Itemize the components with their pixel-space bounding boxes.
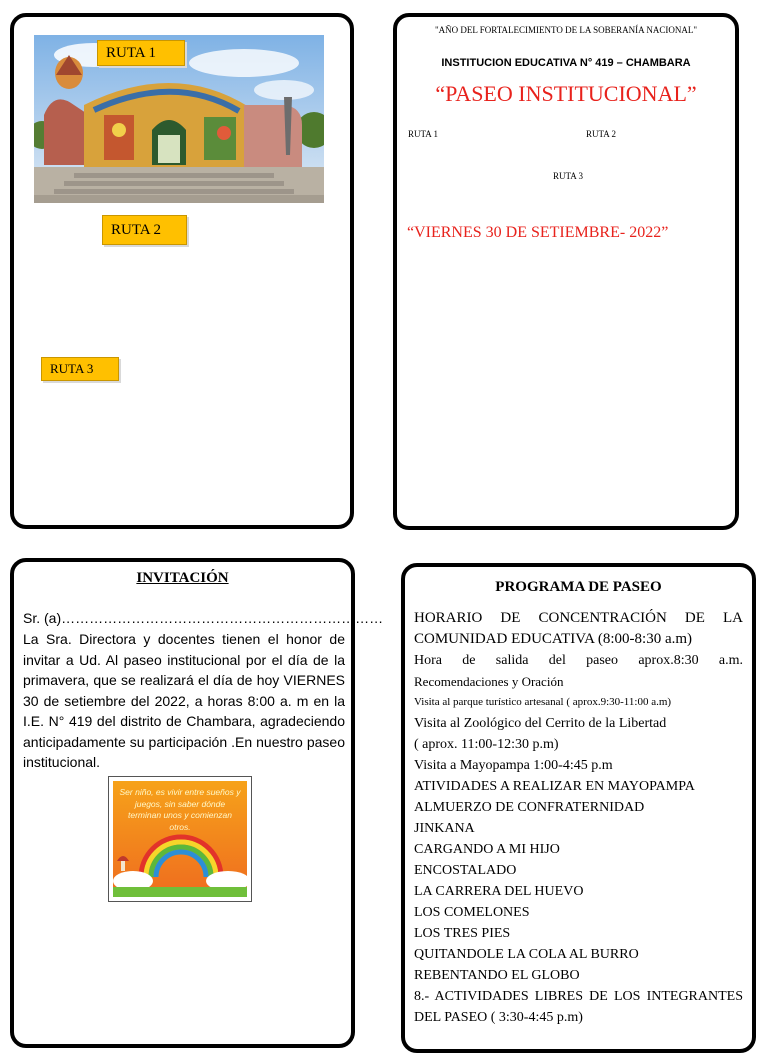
invitation-heading: INVITACIÓN	[136, 570, 229, 586]
year-motto: "AÑO DEL FORTALECIMIENTO DE LA SOBERANÍA NACIONAL"	[434, 25, 698, 35]
route-2-label: RUTA 2	[586, 129, 617, 139]
cover-panel	[393, 13, 739, 530]
program-item: ATIVIDADES A REALIZAR EN MAYOPAMPA	[414, 779, 695, 794]
program-item-text: Recomendaciones y Oración	[414, 674, 564, 689]
program-item: 8.- ACTIVIDADES LIBRES DE LOS INTEGRANTES DEL PASEO ( 3:30-4:45 p.m)	[414, 989, 743, 1025]
kids-quote-image	[108, 776, 252, 902]
program-item	[414, 671, 563, 692]
institution-name: INSTITUCION EDUCATIVA N° 419 – CHAMBARA	[441, 57, 691, 69]
program-item: Visita al parque turístico artesanal ( aprox.9:30-11:00 a.m)	[414, 696, 672, 708]
program-item: LA CARRERA DEL HUEVO	[414, 884, 584, 899]
program-item: Hora de salida del paseo aprox.8:30 a.m.	[414, 653, 743, 668]
program-item: HORARIO DE CONCENTRACIÓN DE LA COMUNIDAD EDUCATIVA (8:00-8:30 a.m)	[414, 610, 743, 647]
route-3-label: RUTA 3	[553, 171, 584, 181]
program-panel	[401, 563, 756, 1053]
invitation-body: La Sra. Directora y docentes tienen el honor de invitar a Ud. Al paseo institucional por el día de la primavera, que se realizará el día de hoy VIERNES 30 de setiembre del 2022, a horas 8:00 a. m en la I.E. N° 419 del distrito de Chambara, agradeciendo anticipadamente su participación .En nuestro paseo institucional.	[23, 631, 345, 770]
salutation-line: Sr. (a)……………………………………………………………	[23, 610, 384, 626]
program-item: ALMUERZO DE CONFRATERNIDAD	[414, 800, 645, 815]
program-item: LOS COMELONES	[414, 905, 530, 920]
program-item: JINKANA	[414, 821, 475, 836]
program-item: QUITANDOLE LA COLA AL BURRO	[414, 947, 639, 962]
program-item: Visita al Zoológico del Cerrito de la Libertad	[414, 716, 667, 731]
event-date: “VIERNES 30 DE SETIEMBRE- 2022”	[407, 224, 669, 241]
invitation-panel	[10, 558, 384, 1048]
route-1-tag: RUTA 1	[97, 40, 185, 66]
quote-text: Ser niño, es vivir entre sueños y juegos, sin saber dónde terminan unos y comienzan otros.	[119, 787, 241, 832]
program-heading: PROGRAMA DE PASEO	[495, 579, 662, 595]
route-panel	[10, 13, 354, 529]
program-item: REBENTANDO EL GLOBO	[414, 968, 580, 983]
program-item: Visita a Mayopampa 1:00-4:45 p.m	[414, 758, 613, 773]
route-2-tag: RUTA 2	[102, 215, 187, 245]
program-item: LOS TRES PIES	[414, 926, 511, 941]
program-item: ENCOSTALADO	[414, 863, 517, 878]
program-item: CARGANDO A MI HIJO	[414, 842, 560, 857]
event-title: “PASEO INSTITUCIONAL”	[435, 81, 697, 106]
route-1-label: RUTA 1	[408, 129, 439, 139]
route-3-tag: RUTA 3	[41, 357, 119, 381]
program-item: ( aprox. 11:00-12:30 p.m)	[414, 737, 559, 752]
